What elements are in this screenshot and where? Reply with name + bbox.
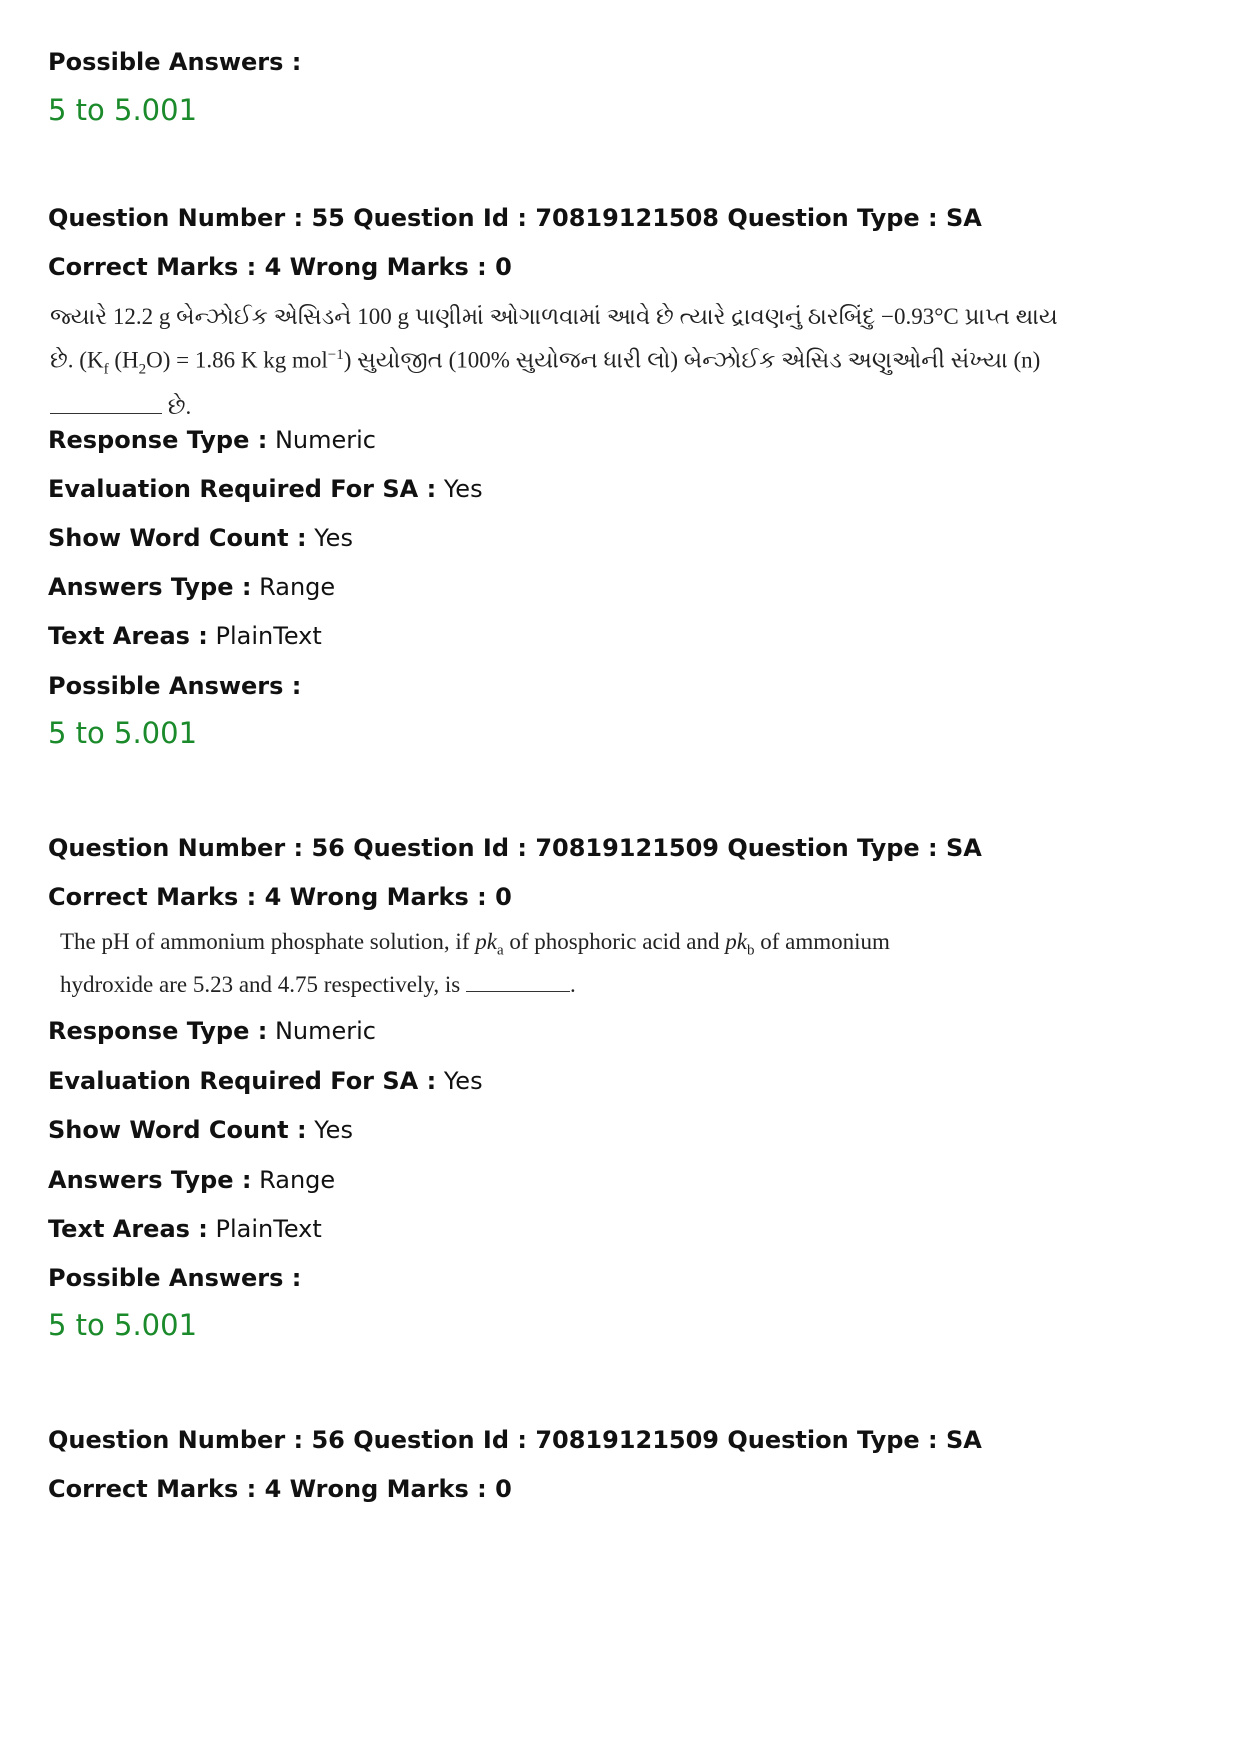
possible-answers-label: Possible Answers : xyxy=(48,1264,302,1292)
question-text xyxy=(50,298,1150,426)
question-header: Question Number : 55 Question Id : 70819121508 Question Type : SA xyxy=(48,204,982,232)
field-evaluation-required: Evaluation Required For SA : Yes xyxy=(48,1067,483,1095)
possible-answer-value: 5 to 5.001 xyxy=(48,93,198,127)
answer-blank xyxy=(50,393,162,414)
field-answers-type: Answers Type : Range xyxy=(48,573,336,601)
question-text-line: છે. ($K_f$ $(H_2O) = 1.86$ K kg mol$^{-1}$) સુયોજીત (100% સુયોજન ધારી લો) બેન્ઝોઈક એસિડ અણુઓની સંખ્યા (n) xyxy=(50,347,1041,378)
field-response-type: Response Type : Numeric xyxy=(48,426,376,454)
question-marks: Correct Marks : 4 Wrong Marks : 0 xyxy=(48,1475,512,1503)
question-header: Question Number : 56 Question Id : 70819121509 Question Type : SA xyxy=(48,1426,982,1454)
field-answers-type: Answers Type : Range xyxy=(48,1166,336,1194)
question-marks: Correct Marks : 4 Wrong Marks : 0 xyxy=(48,253,512,281)
field-response-type: Response Type : Numeric xyxy=(48,1017,376,1045)
question-text xyxy=(60,925,1160,1002)
question-text-line: hydroxide are 5.23 and 4.75 respectively, is . xyxy=(60,971,576,997)
possible-answer-value: 5 to 5.001 xyxy=(48,1308,198,1342)
field-show-word-count: Show Word Count : Yes xyxy=(48,1116,353,1144)
question-header: Question Number : 56 Question Id : 70819121509 Question Type : SA xyxy=(48,834,982,862)
question-marks: Correct Marks : 4 Wrong Marks : 0 xyxy=(48,883,512,911)
possible-answers-label: Possible Answers : xyxy=(48,672,302,700)
possible-answers-label: Possible Answers : xyxy=(48,48,302,76)
question-text-line: જ્યારે 12.2 g બેન્ઝોઈક એસિડને 100 g પાણીમાં ઓગાળવામાં આવે છે ત્યારે દ્રાવણનું ઠારબિંદુ −0.93°C પ્રાપ્ત થાય xyxy=(50,304,1058,329)
answer-blank xyxy=(466,971,570,992)
question-text-line: છે. xyxy=(50,388,1150,426)
field-text-areas: Text Areas : PlainText xyxy=(48,1215,322,1243)
field-evaluation-required: Evaluation Required For SA : Yes xyxy=(48,475,483,503)
field-show-word-count: Show Word Count : Yes xyxy=(48,524,353,552)
possible-answer-value: 5 to 5.001 xyxy=(48,716,198,750)
field-text-areas: Text Areas : PlainText xyxy=(48,622,322,650)
question-text-line: The pH of ammonium phosphate solution, if $pk_a$ of phosphoric acid and $pk_b$ of ammonium xyxy=(60,929,890,959)
